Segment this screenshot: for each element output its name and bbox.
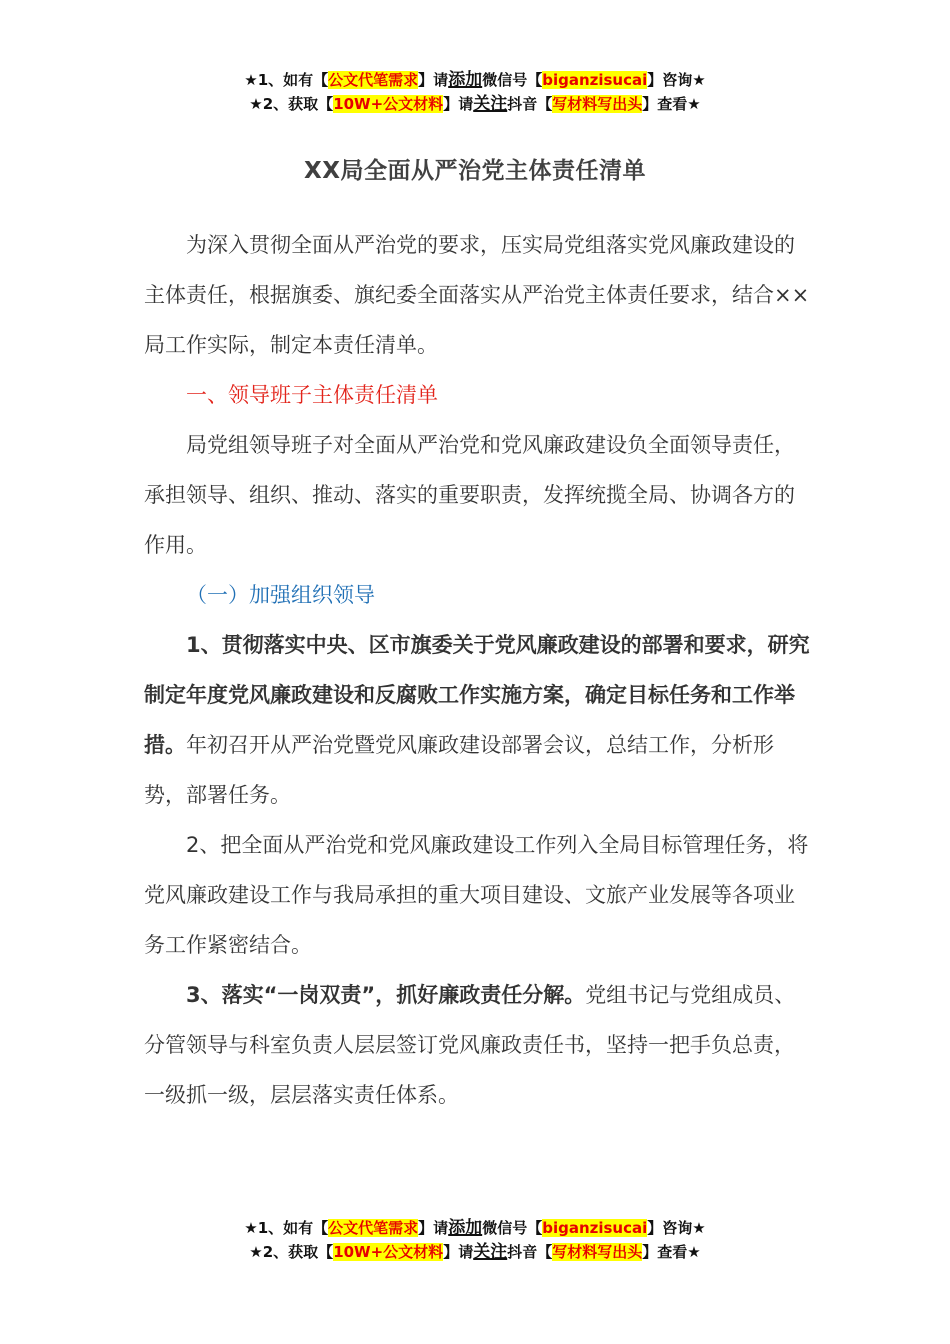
subsection-heading-1: （一）加强组织领导 [186,583,375,607]
item-3-lead: 3、落实“一岗双责”，抓好廉政责任分解。 [186,983,586,1007]
item-3-paragraph [144,970,812,1120]
item-1-paragraph [144,620,812,820]
promo-line-2: ★2、获取【10W+公文材料】请关注抖音【写材料写出头】查看★ [249,94,701,114]
document-title: XX局全面从严治党主体责任清单 [304,158,646,184]
section-1-paragraph: 局党组领导班子对全面从严治党和党风廉政建设负全面领导责任，承担领导、组织、推动、落实的重要职责，发挥统揽全局、协调各方的作用。 [144,433,795,557]
item-1-body: 年初召开从严治党暨党风廉政建设部署会议，总结工作，分析形势，部署任务。 [144,733,774,807]
highlight-douyin-id: 写材料写出头 [552,95,643,113]
promo-line-1: ★1、如有【公文代笔需求】请添加微信号【biganzisucai】咨询★ [244,70,706,90]
item-2-paragraph: 2、把全面从严治党和党风廉政建设工作列入全局目标管理任务，将党风廉政建设工作与我局承担的重大项目建设、文旅产业发展等各项业务工作紧密结合。 [144,833,809,957]
intro-paragraph: 为深入贯彻全面从严治党的要求，压实局党组落实党风廉政建设的主体责任，根据旗委、旗纪委全面落实从严治党主体责任要求，结合××局工作实际，制定本责任清单。 [144,233,810,357]
highlight-service: 公文代笔需求 [328,71,419,89]
promo-banner-top [0,68,950,116]
section-heading-1: 一、领导班子主体责任清单 [186,383,438,407]
promo-banner-bottom [0,1216,950,1264]
promo-line-2-bottom: ★2、获取【10W+公文材料】请关注抖音【写材料写出头】查看★ [249,1242,701,1262]
highlight-materials: 10W+公文材料 [333,95,444,113]
highlight-wechat-id: biganzisucai [542,71,648,89]
promo-line-1-bottom: ★1、如有【公文代笔需求】请添加微信号【biganzisucai】咨询★ [244,1218,706,1238]
item-3-body: 党组书记与党组成员、分管领导与科室负责人层层签订党风廉政责任书，坚持一把手负总责，一级抓一级，层层落实责任体系。 [144,983,796,1107]
item-1-lead: 1、贯彻落实中央、区市旗委关于党风廉政建设的部署和要求，研究制定年度党风廉政建设和反腐败工作实施方案，确定目标任务和工作举措。 [144,633,810,757]
document-body [144,220,812,1120]
